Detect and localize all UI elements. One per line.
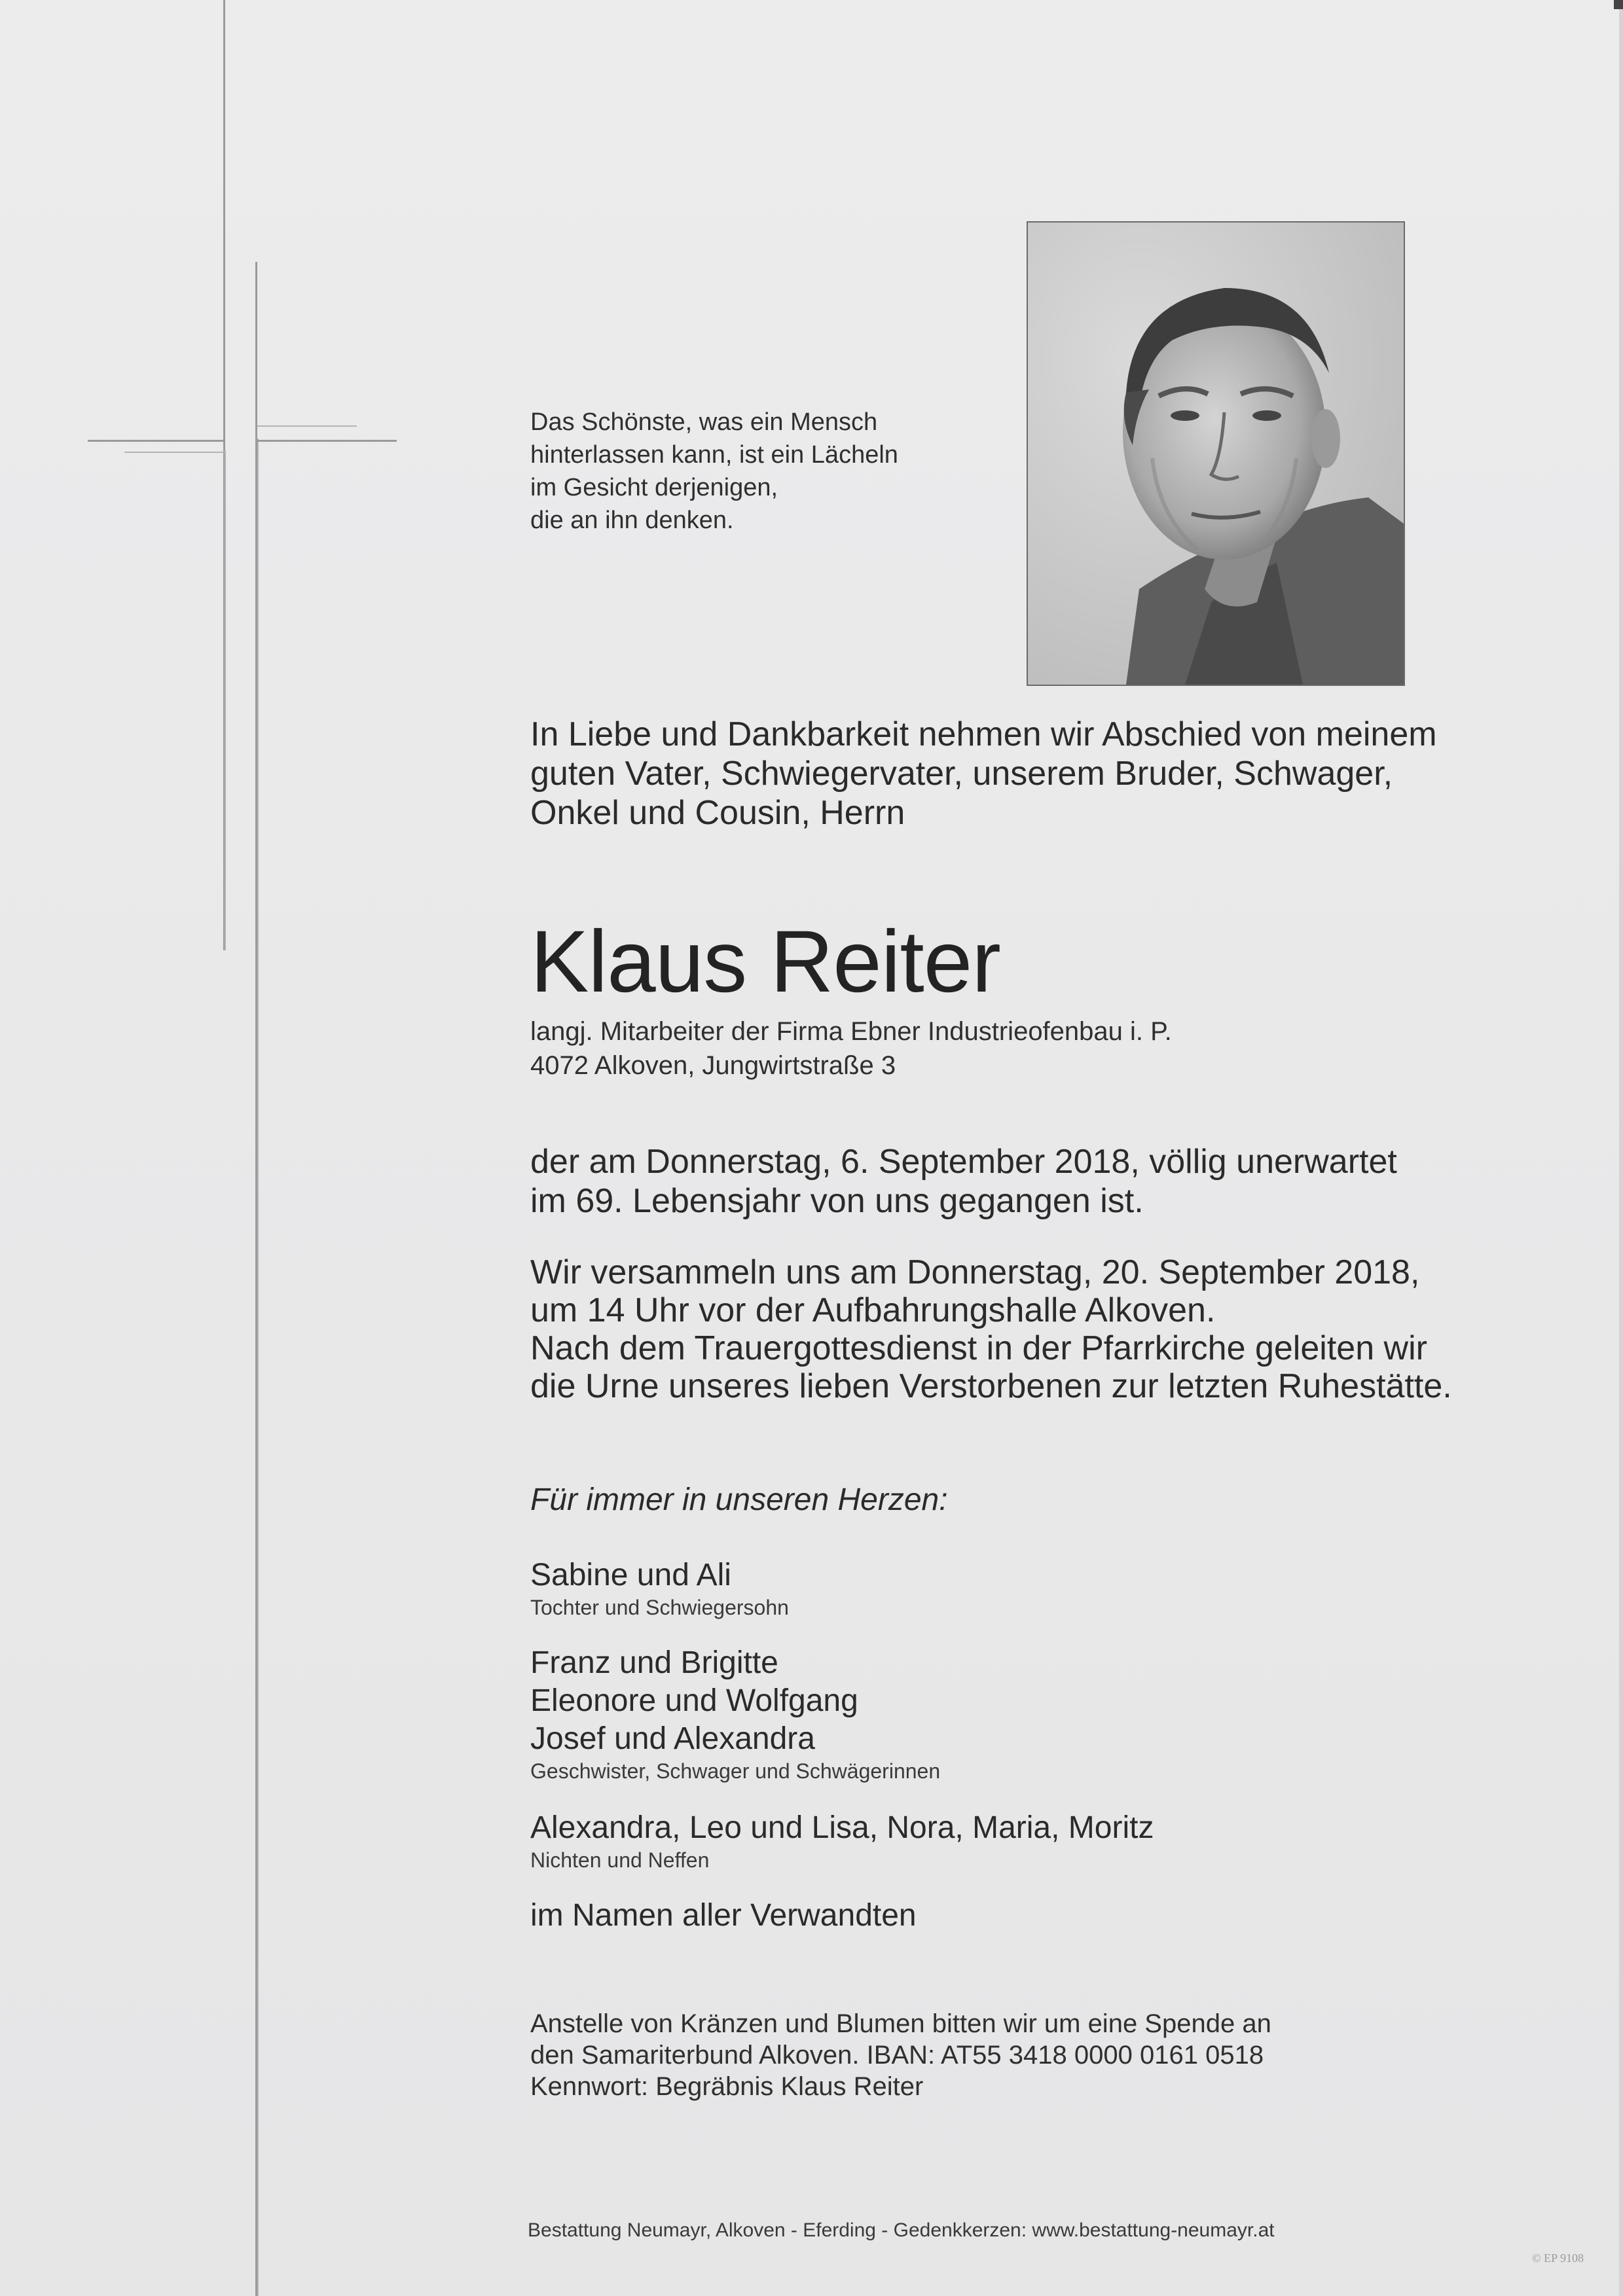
portrait-image <box>1028 223 1404 685</box>
mourner-name: im Namen aller Verwandten <box>530 1898 917 1933</box>
copyright-mark: © EP 9108 <box>1532 2251 1584 2265</box>
cross-horizontal-line <box>255 440 397 442</box>
mourner-group <box>530 1897 917 1935</box>
mourner-name: Alexandra, Leo und Lisa, Nora, Maria, Moritz <box>530 1810 1154 1845</box>
mourner-group <box>530 1556 789 1621</box>
mourner-relation: Nichten und Neffen <box>530 1848 710 1872</box>
mourner-name: Josef und Alexandra <box>530 1721 815 1756</box>
mourners-heading: Für immer in unseren Herzen: <box>530 1482 948 1517</box>
cross-horizontal-line <box>257 425 357 427</box>
page-edge <box>1619 0 1623 2296</box>
deceased-address: 4072 Alkoven, Jungwirtstraße 3 <box>530 1051 896 1080</box>
quote-line: Das Schönste, was ein Mensch <box>530 408 878 436</box>
funeral-details <box>530 1253 1452 1405</box>
mourner-name: Eleonore und Wolfgang <box>530 1683 858 1718</box>
cross-vertical-line <box>257 439 259 2296</box>
mourner-group <box>530 1809 1154 1873</box>
mourner-name: Franz und Brigitte <box>530 1645 778 1680</box>
death-notice-line: der am Donnerstag, 6. September 2018, völlig unerwartet <box>530 1143 1397 1181</box>
cross-vertical-line <box>225 450 226 950</box>
death-notice <box>530 1142 1397 1221</box>
deceased-occupation: langj. Mitarbeiter der Firma Ebner Industrieofenbau i. P. <box>530 1017 1172 1046</box>
quote-line: die an ihn denken. <box>530 507 734 534</box>
quote-line: im Gesicht derjenigen, <box>530 474 778 501</box>
quote-line: hinterlassen kann, ist ein Lächeln <box>530 441 898 469</box>
cross-horizontal-line <box>124 452 225 453</box>
cross-horizontal-line <box>88 440 225 442</box>
death-notice-line: im 69. Lebensjahr von uns gegangen ist. <box>530 1182 1144 1220</box>
quote-block <box>530 406 898 537</box>
portrait-photo <box>1027 221 1405 686</box>
farewell-line: guten Vater, Schwiegervater, unserem Bruder, Schwager, <box>530 755 1393 793</box>
farewell-line: Onkel und Cousin, Herrn <box>530 794 905 832</box>
donation-line: Anstelle von Kränzen und Blumen bitten wir um eine Spende an <box>530 2009 1271 2038</box>
donation-line: Kennwort: Begräbnis Klaus Reiter <box>530 2072 924 2101</box>
deceased-name: Klaus Reiter <box>530 913 1000 1011</box>
mourner-relation: Tochter und Schwiegersohn <box>530 1596 789 1619</box>
donation-line: den Samariterbund Alkoven. IBAN: AT55 3418 0000 0161 0518 <box>530 2041 1264 2070</box>
mourner-name: Sabine und Ali <box>530 1558 731 1592</box>
mourner-relation: Geschwister, Schwager und Schwägerinnen <box>530 1759 941 1783</box>
deceased-details <box>530 1014 1172 1083</box>
funeral-line: Nach dem Trauergottesdienst in der Pfarrkirche geleiten wir <box>530 1329 1427 1367</box>
donation-request <box>530 2008 1271 2102</box>
mourner-group <box>530 1644 940 1784</box>
funeral-line: Wir versammeln uns am Donnerstag, 20. September 2018, <box>530 1253 1420 1291</box>
funeral-home-footer: Bestattung Neumayr, Alkoven - Eferding - Gedenkkerzen: www.bestattung-neumayr.at <box>528 2219 1275 2241</box>
farewell-line: In Liebe und Dankbarkeit nehmen wir Abschied von meinem <box>530 715 1437 753</box>
farewell-intro <box>530 715 1437 833</box>
funeral-line: die Urne unseres lieben Verstorbenen zur letzten Ruhestätte. <box>530 1367 1452 1405</box>
funeral-line: um 14 Uhr vor der Aufbahrungshalle Alkoven. <box>530 1291 1216 1329</box>
page-corner-mark <box>1614 0 1623 9</box>
